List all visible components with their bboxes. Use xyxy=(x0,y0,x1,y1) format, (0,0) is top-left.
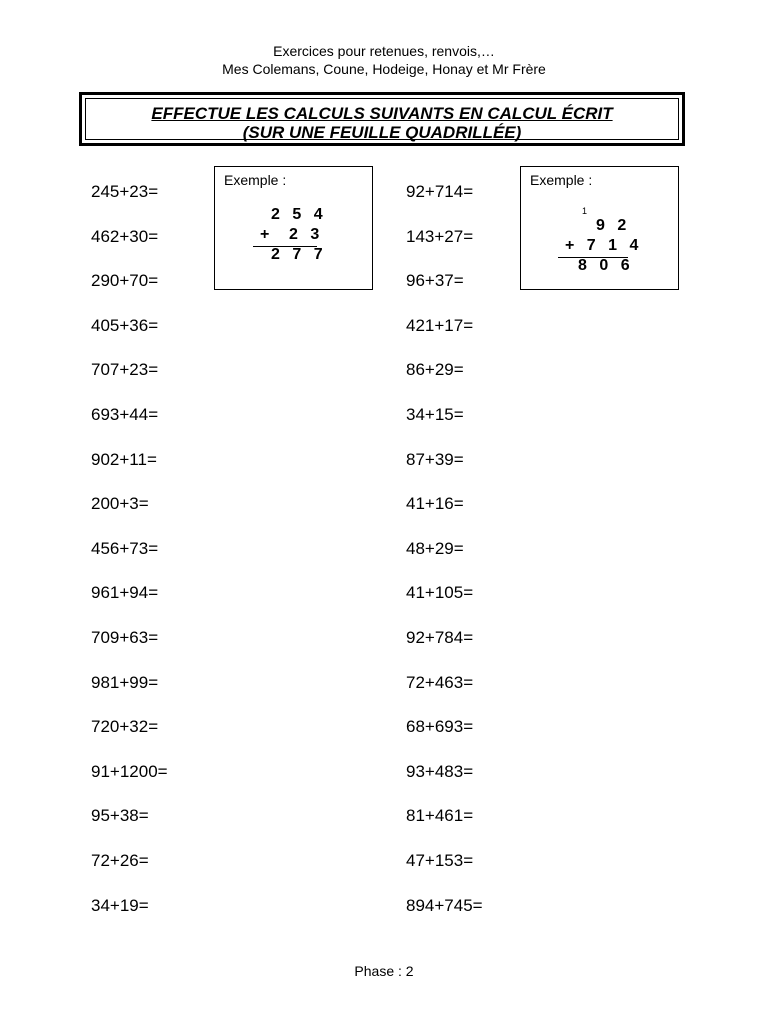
calc-item: 96+37= xyxy=(406,271,464,290)
calc-item: 92+714= xyxy=(406,182,474,201)
calc-item: 405+36= xyxy=(91,316,159,335)
example-result: 2 7 7 xyxy=(271,246,327,263)
calc-item: 34+15= xyxy=(406,405,464,424)
example-second-number: + 7 1 4 xyxy=(565,237,643,254)
calc-item: 720+32= xyxy=(91,717,159,736)
calc-item: 894+745= xyxy=(406,896,483,915)
calc-item: 693+44= xyxy=(91,405,159,424)
example-box-1 xyxy=(214,166,373,290)
calc-item: 47+153= xyxy=(406,851,474,870)
title-box-inner xyxy=(85,98,679,140)
header-line-2: Mes Colemans, Coune, Hodeige, Honay et Mr Frère xyxy=(222,61,546,77)
calc-item: 462+30= xyxy=(91,227,159,246)
example-second-number: 2 3 xyxy=(289,226,324,243)
example-result: 8 0 6 xyxy=(578,257,634,274)
calc-item: 86+29= xyxy=(406,360,464,379)
calc-item: 902+11= xyxy=(91,450,157,469)
calc-item: 41+16= xyxy=(406,494,464,513)
header-line-1: Exercices pour retenues, renvois,… xyxy=(273,43,495,59)
calc-item: 143+27= xyxy=(406,227,474,246)
example-box-2 xyxy=(520,166,679,290)
calc-item: 72+26= xyxy=(91,851,149,870)
example-top-number: 9 2 xyxy=(596,217,631,234)
calc-item: 421+17= xyxy=(406,316,474,335)
calc-item: 41+105= xyxy=(406,583,474,602)
calc-item: 707+23= xyxy=(91,360,159,379)
example-label: Exemple : xyxy=(530,172,593,188)
calc-item: 48+29= xyxy=(406,539,464,558)
calc-item: 200+3= xyxy=(91,494,149,513)
calc-item: 961+94= xyxy=(91,583,159,602)
calc-item: 81+461= xyxy=(406,806,474,825)
calc-item: 92+784= xyxy=(406,628,474,647)
calc-item: 87+39= xyxy=(406,450,464,469)
example-carry: 1 xyxy=(582,206,588,216)
title-line-2: (SUR UNE FEUILLE QUADRILLÉE) xyxy=(242,123,522,142)
example-plus-sign: + xyxy=(260,226,274,243)
calc-item: 709+63= xyxy=(91,628,159,647)
calc-item: 72+463= xyxy=(406,673,474,692)
title-line-1: EFFECTUE LES CALCULS SUIVANTS EN CALCUL ÉCRIT xyxy=(151,104,613,123)
calc-item: 290+70= xyxy=(91,271,159,290)
calc-item: 68+693= xyxy=(406,717,474,736)
footer-phase: Phase : 2 xyxy=(354,963,414,979)
calc-item: 34+19= xyxy=(91,896,149,915)
calc-item: 91+1200= xyxy=(91,762,168,781)
calc-item: 245+23= xyxy=(91,182,159,201)
example-label: Exemple : xyxy=(224,172,287,188)
title-box xyxy=(79,92,685,146)
calc-item: 981+99= xyxy=(91,673,159,692)
calc-item: 95+38= xyxy=(91,806,149,825)
calc-item: 456+73= xyxy=(91,539,159,558)
calc-item: 93+483= xyxy=(406,762,474,781)
example-top-number: 2 5 4 xyxy=(271,206,327,223)
